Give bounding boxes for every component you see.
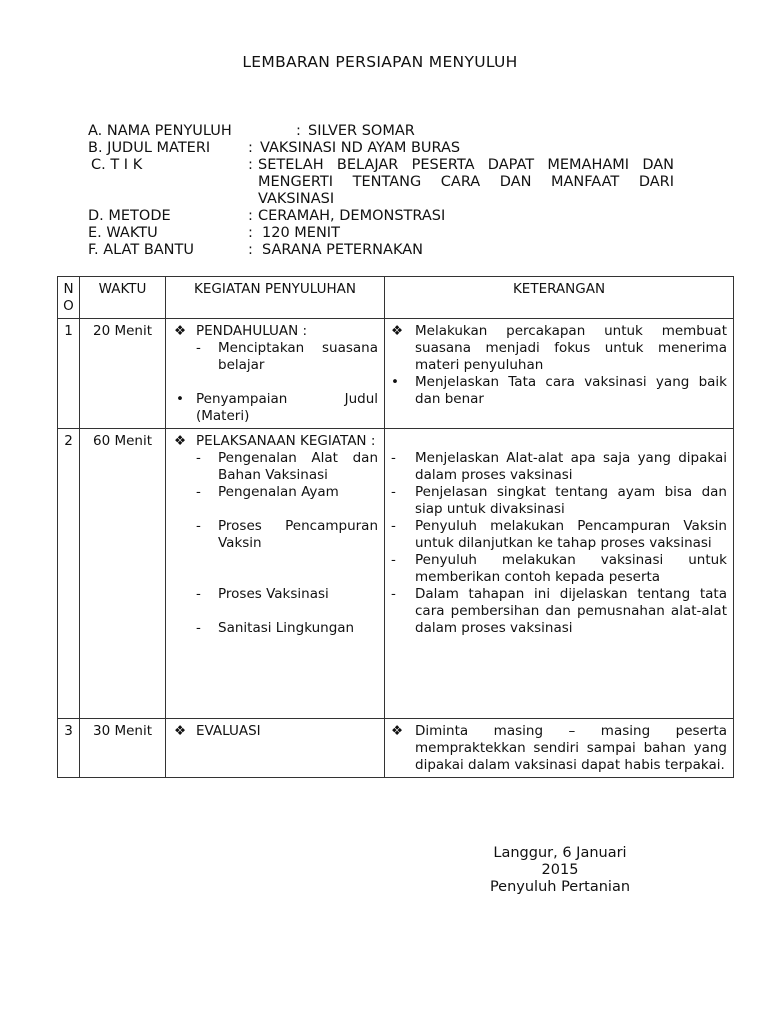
row-waktu: 60 Menit xyxy=(80,429,166,719)
header-waktu: WAKTU xyxy=(80,277,166,319)
kegiatan-sub-text: Proses Vaksinasi xyxy=(218,586,329,602)
kegiatan-title: EVALUASI xyxy=(196,723,261,739)
row-kegiatan xyxy=(166,319,385,429)
header-no-label: N O xyxy=(63,281,74,314)
kegiatan-sub xyxy=(172,586,378,603)
info-value: 120 MENIT xyxy=(262,225,340,241)
dash-icon: - xyxy=(196,340,201,356)
keterangan-item xyxy=(391,374,727,408)
info-label: A. NAMA PENYULUH xyxy=(88,123,232,139)
info-value: CERAMAH, DEMONSTRASI xyxy=(258,208,446,224)
keterangan-text: Menjelaskan Alat-alat apa saja yang dipakai dalam proses vaksinasi xyxy=(415,450,727,483)
keterangan-text: Penyuluh melakukan Pencampuran Vaksin untuk dilanjutkan ke tahap proses vaksinasi xyxy=(415,518,727,551)
keterangan-item xyxy=(391,723,727,774)
diamond-bullet-icon: ❖ xyxy=(391,323,404,339)
dash-icon: - xyxy=(196,450,201,466)
kegiatan-item xyxy=(172,433,378,450)
kegiatan-sub-text: Menciptakan suasana belajar xyxy=(218,340,378,373)
info-value: SARANA PETERNAKAN xyxy=(262,242,423,258)
row-no: 1 xyxy=(58,319,80,429)
row-no: 2 xyxy=(58,429,80,719)
info-value: VAKSINASI ND AYAM BURAS xyxy=(260,140,461,156)
kegiatan-sub xyxy=(172,450,378,484)
table-row xyxy=(58,319,734,429)
header-keterangan: KETERANGAN xyxy=(385,277,734,319)
row-waktu: 20 Menit xyxy=(80,319,166,429)
keterangan-item xyxy=(391,518,727,552)
row-keterangan xyxy=(385,719,734,778)
info-colon: : xyxy=(248,157,253,173)
kegiatan-sub-text: Sanitasi Lingkungan xyxy=(218,620,355,636)
signature-place-date: Langgur, 6 Januari xyxy=(493,845,627,861)
keterangan-item xyxy=(391,484,727,518)
info-label: B. JUDUL MATERI xyxy=(88,140,211,156)
info-colon: : xyxy=(296,123,301,139)
signature-role: Penyuluh Pertanian xyxy=(489,879,631,895)
dash-icon: - xyxy=(391,518,396,534)
info-value: SETELAH BELAJAR PESERTA DAPAT MEMAHAMI DAN MENGERTI TENTANG CARA DAN MANFAAT DARI VAKSINASI xyxy=(258,157,674,207)
header-kegiatan: KEGIATAN PENYULUHAN xyxy=(166,277,385,319)
table-row xyxy=(58,719,734,778)
bullet-icon: • xyxy=(391,374,399,390)
diamond-bullet-icon: ❖ xyxy=(174,323,187,339)
kegiatan-sub xyxy=(172,340,378,374)
signature-block xyxy=(470,845,650,896)
info-label: C. T I K xyxy=(91,157,143,173)
kegiatan-item xyxy=(172,723,378,740)
keterangan-item xyxy=(391,450,727,484)
row-kegiatan xyxy=(166,719,385,778)
keterangan-text: Diminta masing – masing peserta mempraktekkan sendiri sampai bahan yang dipakai dalam vaksinasi dapat habis terpakai. xyxy=(415,723,727,773)
info-label: E. WAKTU xyxy=(88,225,158,241)
dash-icon: - xyxy=(196,484,201,500)
dash-icon: - xyxy=(391,586,396,602)
dash-icon: - xyxy=(196,586,201,602)
info-colon: : xyxy=(248,225,253,241)
table-row xyxy=(58,429,734,719)
activity-table xyxy=(57,276,734,778)
keterangan-item xyxy=(391,586,727,637)
kegiatan-sub xyxy=(172,620,378,637)
dash-icon: - xyxy=(196,620,201,636)
diamond-bullet-icon: ❖ xyxy=(391,723,404,739)
row-waktu: 30 Menit xyxy=(80,719,166,778)
keterangan-text: Penjelasan singkat tentang ayam bisa dan siap untuk divaksinasi xyxy=(415,484,727,517)
dash-icon: - xyxy=(391,552,396,568)
kegiatan-sub xyxy=(172,484,378,501)
info-colon: : xyxy=(248,208,253,224)
info-label: D. METODE xyxy=(88,208,171,224)
kegiatan-bullet-text: Penyampaian Judul (Materi) xyxy=(196,391,378,424)
dash-icon: - xyxy=(391,484,396,500)
diamond-bullet-icon: ❖ xyxy=(174,723,187,739)
kegiatan-item xyxy=(172,323,378,340)
kegiatan-title: PENDAHULUAN : xyxy=(196,323,308,339)
info-colon: : xyxy=(248,242,253,258)
dash-icon: - xyxy=(196,518,201,534)
keterangan-item xyxy=(391,552,727,586)
kegiatan-sub xyxy=(172,518,378,552)
bullet-icon: • xyxy=(176,391,184,407)
kegiatan-sub-text: Proses Pencampuran Vaksin xyxy=(218,518,378,551)
header-no xyxy=(58,277,80,319)
keterangan-text: Menjelaskan Tata cara vaksinasi yang baik dan benar xyxy=(415,374,727,407)
kegiatan-sub-text: Pengenalan Alat dan Bahan Vaksinasi xyxy=(218,450,378,483)
kegiatan-sub-text: Pengenalan Ayam xyxy=(218,484,339,500)
kegiatan-title: PELAKSANAAN KEGIATAN : xyxy=(196,433,376,449)
kegiatan-bullet xyxy=(172,391,378,425)
row-no: 3 xyxy=(58,719,80,778)
row-keterangan xyxy=(385,429,734,719)
table-header-row xyxy=(58,277,734,319)
row-keterangan xyxy=(385,319,734,429)
info-colon: : xyxy=(248,140,253,156)
row-kegiatan xyxy=(166,429,385,719)
info-label: F. ALAT BANTU xyxy=(88,242,195,258)
keterangan-text: Penyuluh melakukan vaksinasi untuk memberikan contoh kepada peserta xyxy=(415,552,727,585)
signature-year: 2015 xyxy=(541,862,579,878)
keterangan-text: Dalam tahapan ini dijelaskan tentang tata cara pembersihan dan pemusnahan alat-alat dalam proses vaksinasi xyxy=(415,586,727,636)
keterangan-item xyxy=(391,323,727,374)
diamond-bullet-icon: ❖ xyxy=(174,433,187,449)
info-value: SILVER SOMAR xyxy=(308,123,415,139)
keterangan-text: Melakukan percakapan untuk membuat suasana menjadi fokus untuk menerima materi penyuluhan xyxy=(415,323,727,373)
page-title: LEMBARAN PERSIAPAN MENYULUH xyxy=(242,53,518,71)
dash-icon: - xyxy=(391,450,396,466)
